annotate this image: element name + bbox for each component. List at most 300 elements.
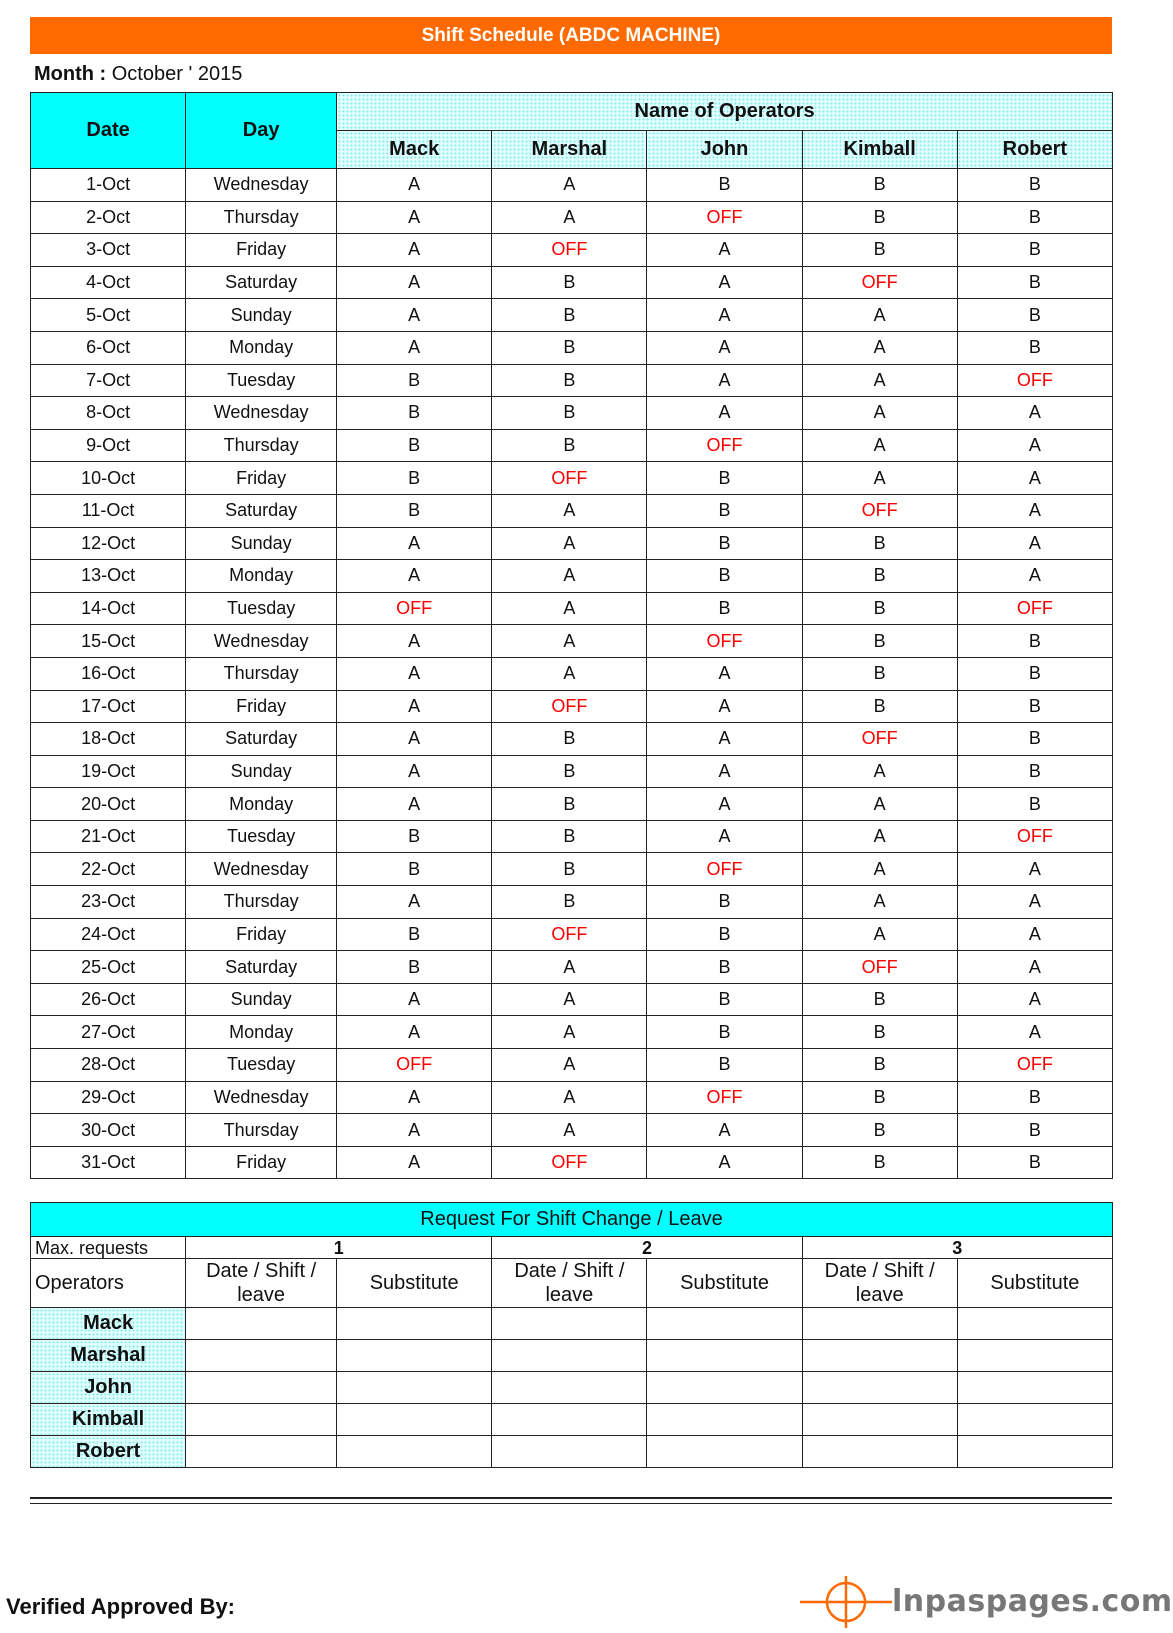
- substitute-entry[interactable]: [957, 1308, 1112, 1340]
- shift-cell: B: [957, 331, 1112, 364]
- operator-name-cell: Mack: [31, 1308, 186, 1340]
- shift-cell: A: [492, 560, 647, 593]
- shift-cell: A: [957, 1016, 1112, 1049]
- shift-cell: B: [337, 951, 492, 984]
- shift-cell: B: [802, 527, 957, 560]
- shift-cell: A: [647, 364, 802, 397]
- shift-cell: B: [492, 299, 647, 332]
- shift-cell: A: [647, 234, 802, 267]
- shift-cell: OFF: [802, 723, 957, 756]
- day-cell: Friday: [186, 234, 337, 267]
- day-cell: Friday: [186, 918, 337, 951]
- date-cell: 3-Oct: [31, 234, 186, 267]
- shift-cell: B: [337, 918, 492, 951]
- shift-cell: A: [647, 331, 802, 364]
- shift-cell: A: [802, 429, 957, 462]
- substitute-entry[interactable]: [957, 1404, 1112, 1436]
- shift-cell: B: [957, 1114, 1112, 1147]
- month-label: Month :: [34, 63, 107, 85]
- shift-cell: A: [337, 169, 492, 202]
- day-cell: Thursday: [186, 886, 337, 919]
- shift-cell: A: [647, 788, 802, 821]
- day-cell: Friday: [186, 690, 337, 723]
- date-cell: 4-Oct: [31, 266, 186, 299]
- verified-approved-label: Verified Approved By:: [6, 1594, 236, 1619]
- date-cell: 10-Oct: [31, 462, 186, 495]
- schedule-row: [31, 723, 1113, 756]
- schedule-row: [31, 918, 1113, 951]
- divider-line: [30, 1497, 1112, 1499]
- substitute-entry[interactable]: [957, 1340, 1112, 1372]
- shift-cell: A: [492, 1114, 647, 1147]
- substitute-entry[interactable]: [337, 1404, 492, 1436]
- shift-cell: OFF: [647, 201, 802, 234]
- date-shift-leave-entry[interactable]: [186, 1404, 337, 1436]
- date-cell: 26-Oct: [31, 983, 186, 1016]
- shift-cell: B: [492, 820, 647, 853]
- day-cell: Sunday: [186, 527, 337, 560]
- date-cell: 15-Oct: [31, 625, 186, 658]
- operator-name-cell: Kimball: [31, 1404, 186, 1436]
- date-cell: 1-Oct: [31, 169, 186, 202]
- day-cell: Sunday: [186, 983, 337, 1016]
- shift-cell: B: [957, 755, 1112, 788]
- date-shift-leave-entry[interactable]: [492, 1372, 647, 1404]
- shift-cell: A: [647, 657, 802, 690]
- day-cell: Thursday: [186, 1114, 337, 1147]
- shift-cell: B: [337, 820, 492, 853]
- shift-cell: B: [647, 1016, 802, 1049]
- shift-cell: B: [802, 1114, 957, 1147]
- day-cell: Monday: [186, 331, 337, 364]
- shift-cell: A: [802, 462, 957, 495]
- shift-cell: A: [957, 560, 1112, 593]
- month-line: [34, 60, 242, 88]
- schedule-row: [31, 169, 1113, 202]
- day-cell: Saturday: [186, 951, 337, 984]
- date-cell: 11-Oct: [31, 494, 186, 527]
- shift-cell: B: [337, 494, 492, 527]
- day-cell: Thursday: [186, 657, 337, 690]
- shift-cell: A: [802, 755, 957, 788]
- header-operator: Mack: [337, 131, 492, 169]
- shift-cell: A: [957, 494, 1112, 527]
- shift-cell: A: [337, 690, 492, 723]
- date-shift-leave-entry[interactable]: [802, 1308, 957, 1340]
- day-cell: Thursday: [186, 429, 337, 462]
- day-cell: Tuesday: [186, 1049, 337, 1082]
- shift-cell: A: [802, 331, 957, 364]
- shift-cell: A: [647, 723, 802, 756]
- schedule-row: [31, 1049, 1113, 1082]
- shift-cell: A: [957, 951, 1112, 984]
- date-shift-leave-entry[interactable]: [492, 1404, 647, 1436]
- day-cell: Wednesday: [186, 397, 337, 430]
- operator-name-cell: Marshal: [31, 1340, 186, 1372]
- day-cell: Tuesday: [186, 820, 337, 853]
- shift-cell: A: [492, 494, 647, 527]
- shift-cell: A: [337, 886, 492, 919]
- shift-cell: A: [802, 853, 957, 886]
- shift-cell: A: [647, 1146, 802, 1179]
- date-shift-leave-header: Date / Shift / leave: [802, 1259, 957, 1308]
- shift-cell: OFF: [957, 820, 1112, 853]
- shift-cell: A: [337, 788, 492, 821]
- shift-cell: B: [957, 299, 1112, 332]
- shift-cell: OFF: [802, 494, 957, 527]
- day-cell: Friday: [186, 1146, 337, 1179]
- shift-cell: B: [492, 788, 647, 821]
- schedule-row: [31, 853, 1113, 886]
- shift-cell: A: [647, 266, 802, 299]
- schedule-row: [31, 951, 1113, 984]
- shift-cell: B: [957, 723, 1112, 756]
- shift-cell: A: [647, 820, 802, 853]
- day-cell: Sunday: [186, 755, 337, 788]
- shift-cell: B: [957, 266, 1112, 299]
- day-cell: Saturday: [186, 266, 337, 299]
- shift-cell: OFF: [957, 364, 1112, 397]
- date-shift-leave-entry[interactable]: [186, 1436, 337, 1468]
- substitute-entry[interactable]: [957, 1436, 1112, 1468]
- request-row: [31, 1308, 1113, 1340]
- shift-cell: A: [492, 625, 647, 658]
- request-number: 3: [802, 1237, 1112, 1259]
- date-cell: 23-Oct: [31, 886, 186, 919]
- date-cell: 24-Oct: [31, 918, 186, 951]
- date-shift-leave-entry[interactable]: [802, 1372, 957, 1404]
- shift-cell: A: [957, 397, 1112, 430]
- schedule-row: [31, 1016, 1113, 1049]
- date-shift-leave-entry[interactable]: [802, 1340, 957, 1372]
- shift-cell: B: [337, 397, 492, 430]
- substitute-entry[interactable]: [337, 1340, 492, 1372]
- date-cell: 31-Oct: [31, 1146, 186, 1179]
- day-cell: Wednesday: [186, 169, 337, 202]
- date-shift-leave-entry[interactable]: [186, 1372, 337, 1404]
- shift-cell: B: [337, 364, 492, 397]
- date-cell: 19-Oct: [31, 755, 186, 788]
- page-title: Shift Schedule (ABDC MACHINE): [30, 17, 1112, 54]
- shift-cell: A: [957, 983, 1112, 1016]
- date-shift-leave-entry[interactable]: [492, 1308, 647, 1340]
- shift-schedule-table: [30, 92, 1113, 1179]
- max-requests-label: Max. requests: [31, 1237, 186, 1259]
- schedule-row: [31, 657, 1113, 690]
- shift-cell: B: [802, 657, 957, 690]
- date-cell: 5-Oct: [31, 299, 186, 332]
- shift-cell: A: [802, 918, 957, 951]
- shift-cell: OFF: [492, 1146, 647, 1179]
- header-date: Date: [31, 93, 186, 169]
- shift-cell: A: [337, 983, 492, 1016]
- shift-cell: A: [492, 527, 647, 560]
- shift-cell: B: [802, 625, 957, 658]
- shift-cell: B: [802, 1081, 957, 1114]
- shift-cell: A: [337, 201, 492, 234]
- schedule-row: [31, 592, 1113, 625]
- shift-cell: A: [647, 755, 802, 788]
- date-shift-leave-header: Date / Shift / leave: [492, 1259, 647, 1308]
- day-cell: Wednesday: [186, 1081, 337, 1114]
- date-cell: 22-Oct: [31, 853, 186, 886]
- shift-cell: B: [492, 755, 647, 788]
- crosshair-icon: [800, 1572, 900, 1632]
- date-cell: 16-Oct: [31, 657, 186, 690]
- shift-cell: OFF: [802, 266, 957, 299]
- shift-cell: B: [492, 331, 647, 364]
- shift-cell: B: [647, 951, 802, 984]
- shift-cell: B: [492, 853, 647, 886]
- shift-cell: B: [647, 1049, 802, 1082]
- shift-cell: A: [337, 755, 492, 788]
- shift-cell: OFF: [337, 1049, 492, 1082]
- shift-cell: A: [492, 1016, 647, 1049]
- shift-cell: A: [957, 462, 1112, 495]
- request-row: [31, 1340, 1113, 1372]
- shift-cell: B: [957, 1081, 1112, 1114]
- substitute-entry[interactable]: [337, 1308, 492, 1340]
- shift-cell: OFF: [492, 690, 647, 723]
- substitute-entry[interactable]: [337, 1436, 492, 1468]
- date-cell: 30-Oct: [31, 1114, 186, 1147]
- shift-cell: A: [492, 169, 647, 202]
- shift-cell: A: [337, 331, 492, 364]
- substitute-entry[interactable]: [647, 1436, 802, 1468]
- shift-cell: B: [492, 886, 647, 919]
- shift-cell: A: [492, 201, 647, 234]
- shift-cell: B: [647, 527, 802, 560]
- schedule-row: [31, 331, 1113, 364]
- header-operators-group: Name of Operators: [337, 93, 1113, 131]
- date-cell: 14-Oct: [31, 592, 186, 625]
- shift-cell: A: [802, 788, 957, 821]
- shift-cell: B: [647, 560, 802, 593]
- operator-name-cell: John: [31, 1372, 186, 1404]
- shift-cell: B: [802, 234, 957, 267]
- schedule-row: [31, 788, 1113, 821]
- shift-cell: B: [492, 429, 647, 462]
- shift-cell: B: [802, 1049, 957, 1082]
- date-shift-leave-entry[interactable]: [186, 1308, 337, 1340]
- shift-cell: A: [337, 560, 492, 593]
- date-shift-leave-entry[interactable]: [492, 1436, 647, 1468]
- shift-cell: OFF: [647, 1081, 802, 1114]
- schedule-row: [31, 755, 1113, 788]
- substitute-entry[interactable]: [957, 1372, 1112, 1404]
- date-cell: 13-Oct: [31, 560, 186, 593]
- schedule-row: [31, 527, 1113, 560]
- day-cell: Monday: [186, 788, 337, 821]
- shift-cell: B: [647, 462, 802, 495]
- date-cell: 25-Oct: [31, 951, 186, 984]
- date-shift-leave-entry[interactable]: [186, 1340, 337, 1372]
- shift-cell: A: [492, 592, 647, 625]
- date-cell: 28-Oct: [31, 1049, 186, 1082]
- substitute-header: Substitute: [957, 1259, 1112, 1308]
- shift-cell: B: [957, 690, 1112, 723]
- shift-cell: OFF: [492, 234, 647, 267]
- schedule-row: [31, 560, 1113, 593]
- day-cell: Monday: [186, 1016, 337, 1049]
- shift-cell: B: [647, 494, 802, 527]
- shift-cell: A: [802, 364, 957, 397]
- shift-cell: OFF: [492, 918, 647, 951]
- shift-cell: A: [337, 1016, 492, 1049]
- shift-cell: A: [957, 527, 1112, 560]
- shift-cell: B: [957, 625, 1112, 658]
- schedule-row: [31, 299, 1113, 332]
- schedule-row: [31, 364, 1113, 397]
- date-shift-leave-entry[interactable]: [802, 1436, 957, 1468]
- date-cell: 27-Oct: [31, 1016, 186, 1049]
- shift-cell: A: [492, 657, 647, 690]
- substitute-entry[interactable]: [647, 1372, 802, 1404]
- day-cell: Monday: [186, 560, 337, 593]
- shift-cell: A: [337, 657, 492, 690]
- date-cell: 29-Oct: [31, 1081, 186, 1114]
- shift-cell: B: [802, 201, 957, 234]
- shift-cell: A: [647, 299, 802, 332]
- schedule-row: [31, 429, 1113, 462]
- shift-cell: A: [957, 918, 1112, 951]
- shift-cell: B: [957, 234, 1112, 267]
- request-number: 2: [492, 1237, 802, 1259]
- header-operator: John: [647, 131, 802, 169]
- schedule-row: [31, 201, 1113, 234]
- shift-cell: B: [957, 201, 1112, 234]
- schedule-row: [31, 266, 1113, 299]
- shift-cell: A: [492, 951, 647, 984]
- schedule-row: [31, 983, 1113, 1016]
- shift-cell: B: [647, 592, 802, 625]
- shift-cell: A: [337, 234, 492, 267]
- shift-cell: OFF: [957, 592, 1112, 625]
- substitute-entry[interactable]: [647, 1404, 802, 1436]
- schedule-row: [31, 462, 1113, 495]
- date-shift-leave-entry[interactable]: [492, 1340, 647, 1372]
- request-row: [31, 1372, 1113, 1404]
- shift-cell: B: [337, 429, 492, 462]
- schedule-row: [31, 886, 1113, 919]
- shift-cell: A: [802, 397, 957, 430]
- header-operator: Marshal: [492, 131, 647, 169]
- shift-cell: B: [647, 886, 802, 919]
- shift-cell: B: [802, 1016, 957, 1049]
- shift-cell: B: [337, 853, 492, 886]
- site-logo: [800, 1572, 1173, 1632]
- schedule-row: [31, 1146, 1113, 1179]
- shift-cell: OFF: [647, 625, 802, 658]
- shift-cell: A: [492, 1049, 647, 1082]
- shift-cell: B: [802, 560, 957, 593]
- month-value: October ' 2015: [111, 63, 243, 85]
- date-cell: 12-Oct: [31, 527, 186, 560]
- date-cell: 21-Oct: [31, 820, 186, 853]
- divider-line: [30, 1503, 1112, 1504]
- shift-cell: B: [957, 1146, 1112, 1179]
- logo-text: lnpaspages.com: [892, 1584, 1173, 1619]
- shift-cell: A: [802, 886, 957, 919]
- shift-cell: A: [492, 983, 647, 1016]
- request-row: [31, 1404, 1113, 1436]
- shift-cell: B: [492, 266, 647, 299]
- schedule-row: [31, 625, 1113, 658]
- date-cell: 2-Oct: [31, 201, 186, 234]
- shift-cell: A: [337, 527, 492, 560]
- shift-cell: A: [492, 1081, 647, 1114]
- header-operator: Robert: [957, 131, 1112, 169]
- day-cell: Saturday: [186, 723, 337, 756]
- date-cell: 18-Oct: [31, 723, 186, 756]
- shift-cell: B: [647, 983, 802, 1016]
- date-shift-leave-entry[interactable]: [802, 1404, 957, 1436]
- substitute-entry[interactable]: [647, 1308, 802, 1340]
- substitute-header: Substitute: [337, 1259, 492, 1308]
- day-cell: Thursday: [186, 201, 337, 234]
- operator-name-cell: Robert: [31, 1436, 186, 1468]
- date-cell: 8-Oct: [31, 397, 186, 430]
- substitute-entry[interactable]: [647, 1340, 802, 1372]
- shift-cell: OFF: [957, 1049, 1112, 1082]
- request-row: [31, 1436, 1113, 1468]
- substitute-header: Substitute: [647, 1259, 802, 1308]
- shift-cell: B: [802, 1146, 957, 1179]
- date-cell: 7-Oct: [31, 364, 186, 397]
- schedule-row: [31, 1081, 1113, 1114]
- date-shift-leave-header: Date / Shift / leave: [186, 1259, 337, 1308]
- shift-cell: B: [492, 723, 647, 756]
- operators-label: Operators: [31, 1259, 186, 1308]
- shift-cell: A: [957, 853, 1112, 886]
- date-cell: 17-Oct: [31, 690, 186, 723]
- shift-cell: A: [647, 397, 802, 430]
- shift-cell: B: [957, 169, 1112, 202]
- day-cell: Wednesday: [186, 625, 337, 658]
- schedule-row: [31, 397, 1113, 430]
- shift-cell: A: [647, 1114, 802, 1147]
- shift-cell: A: [802, 820, 957, 853]
- schedule-row: [31, 234, 1113, 267]
- schedule-body: [31, 169, 1113, 1179]
- shift-cell: A: [337, 625, 492, 658]
- shift-cell: A: [337, 266, 492, 299]
- shift-cell: A: [337, 723, 492, 756]
- shift-cell: OFF: [802, 951, 957, 984]
- day-cell: Saturday: [186, 494, 337, 527]
- request-number: 1: [186, 1237, 492, 1259]
- substitute-entry[interactable]: [337, 1372, 492, 1404]
- day-cell: Tuesday: [186, 592, 337, 625]
- shift-cell: OFF: [492, 462, 647, 495]
- shift-cell: B: [802, 690, 957, 723]
- shift-cell: B: [337, 462, 492, 495]
- day-cell: Sunday: [186, 299, 337, 332]
- day-cell: Friday: [186, 462, 337, 495]
- schedule-row: [31, 494, 1113, 527]
- day-cell: Tuesday: [186, 364, 337, 397]
- shift-cell: OFF: [337, 592, 492, 625]
- request-table: [30, 1202, 1113, 1468]
- shift-cell: B: [802, 169, 957, 202]
- shift-cell: A: [337, 299, 492, 332]
- date-cell: 9-Oct: [31, 429, 186, 462]
- date-cell: 6-Oct: [31, 331, 186, 364]
- day-cell: Wednesday: [186, 853, 337, 886]
- shift-cell: B: [802, 983, 957, 1016]
- shift-cell: B: [492, 397, 647, 430]
- date-cell: 20-Oct: [31, 788, 186, 821]
